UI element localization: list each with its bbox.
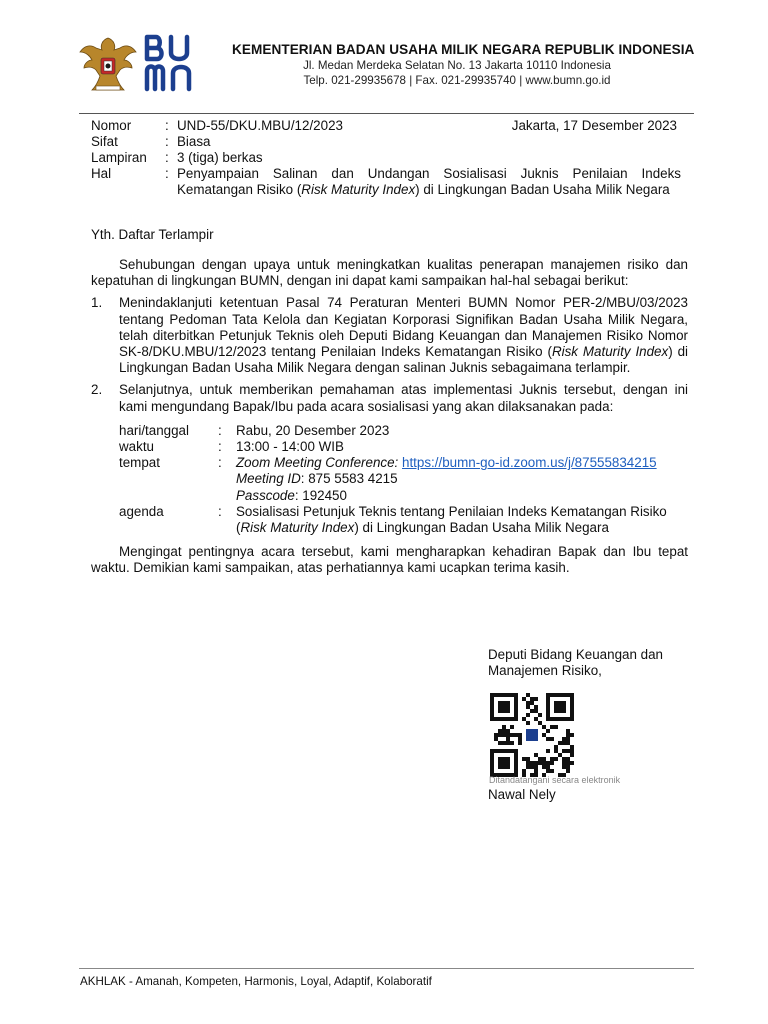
header-divider <box>79 113 694 114</box>
signatory-name: Nawal Nely <box>488 787 556 802</box>
event-time-row: waktu : 13:00 - 14:00 WIB <box>119 439 344 455</box>
garuda-emblem-icon <box>78 34 138 94</box>
salutation: Yth. Daftar Terlampir <box>91 227 214 242</box>
qr-code-icon <box>487 693 577 777</box>
event-date-row: hari/tanggal : Rabu, 20 Desember 2023 <box>119 422 390 438</box>
meta-hal: Hal : Penyampaian Salinan dan Undangan Sosialisasi Juknis Penilaian Indeks Kematangan Risiko (Risk Maturity Index) di Lingkungan Badan Usaha Milik Negara <box>91 166 681 197</box>
closing-paragraph: Mengingat pentingnya acara tersebut, kami mengharapkan kehadiran Bapak dan Ibu tepat waktu. Demikian kami sampaikan, atas perhatiannya kami ucapkan terima kasih. <box>91 544 688 576</box>
meta-lampiran: Lampiran : 3 (tiga) berkas <box>91 150 263 165</box>
passcode: 192450 <box>302 487 347 503</box>
list-item: 1. Menindaklanjuti ketentuan Pasal 74 Peraturan Menteri BUMN Nomor PER-2/MBU/03/2023 tentang Pedoman Tata Kelola dan Kegiatan Korporasi Signifikan Badan Usaha Milik Negara, telah diterbitkan Petunjuk Teknis oleh Deputi Bidang Keuangan dan Manajemen Risiko Nomor SK-8/DKU.MBU/12/2023 tentang Penilaian Indeks Kematangan Risiko (Risk Maturity Index) di Lingkungan Badan Usaha Milik Negara dengan salinan Juknis sebagaimana terlampir. <box>91 295 689 376</box>
letter-meta <box>91 118 681 198</box>
footer-divider <box>79 968 694 969</box>
list-item: 2. Selanjutnya, untuk memberikan pemahaman atas implementasi Juknis tersebut, dengan ini kami mengundang Bapak/Ibu pada acara sosialisasi yang akan dilaksanakan pada: <box>91 382 688 414</box>
numbered-list <box>91 295 688 414</box>
letter-body <box>91 257 688 577</box>
signature-title: Deputi Bidang Keuangan dan Manajemen Risiko, <box>488 647 663 678</box>
event-agenda-row: agenda : Sosialisasi Petunjuk Teknis tentang Penilaian Indeks Kematangan Risiko (Risk Maturity Index) di Lingkungan Badan Usaha Milik Negara <box>119 503 667 536</box>
ministry-name: KEMENTERIAN BADAN USAHA MILIK NEGARA REPUBLIK INDONESIA <box>232 42 695 57</box>
bumn-logo-icon <box>143 33 195 93</box>
intro-paragraph: Sehubungan dengan upaya untuk meningkatkan kualitas penerapan manajemen risiko dan kepatuhan di lingkungan BUMN, dengan ini dapat kami sampaikan hal-hal sebagai berikut: <box>91 257 688 289</box>
meeting-id: 875 5583 4215 <box>308 471 398 487</box>
letter-date: Jakarta, 17 Desember 2023 <box>511 118 677 133</box>
footer-values: AKHLAK - Amanah, Kompeten, Harmonis, Loyal, Adaptif, Kolaboratif <box>80 975 432 988</box>
meta-nomor: Nomor : UND-55/DKU.MBU/12/2023 <box>91 118 681 134</box>
meta-sifat: Sifat : Biasa <box>91 134 211 149</box>
letterhead <box>232 42 695 87</box>
e-signature-note: Ditandatangani secara elektronik <box>489 775 621 785</box>
letter-subject: Penyampaian Salinan dan Undangan Sosialisasi Juknis Penilaian Indeks Kematangan Risiko (Risk Maturity Index) di Lingkungan Badan Usaha Milik Negara <box>177 166 681 197</box>
event-place-row: tempat : Zoom Meeting Conference: https://bumn-go-id.zoom.us/j/87555834215 Meeting ID: 875 5583 4215 Passcode: 192450 <box>119 455 657 503</box>
letter-number: UND-55/DKU.MBU/12/2023 <box>177 118 343 133</box>
ministry-address: Jl. Medan Merdeka Selatan No. 13 Jakarta 10110 Indonesia <box>303 59 611 72</box>
zoom-link[interactable]: https://bumn-go-id.zoom.us/j/87555834215 <box>402 455 657 471</box>
event-details <box>119 423 688 536</box>
ministry-contact: Telp. 021-29935678 | Fax. 021-29935740 | www.bumn.go.id <box>303 74 611 87</box>
